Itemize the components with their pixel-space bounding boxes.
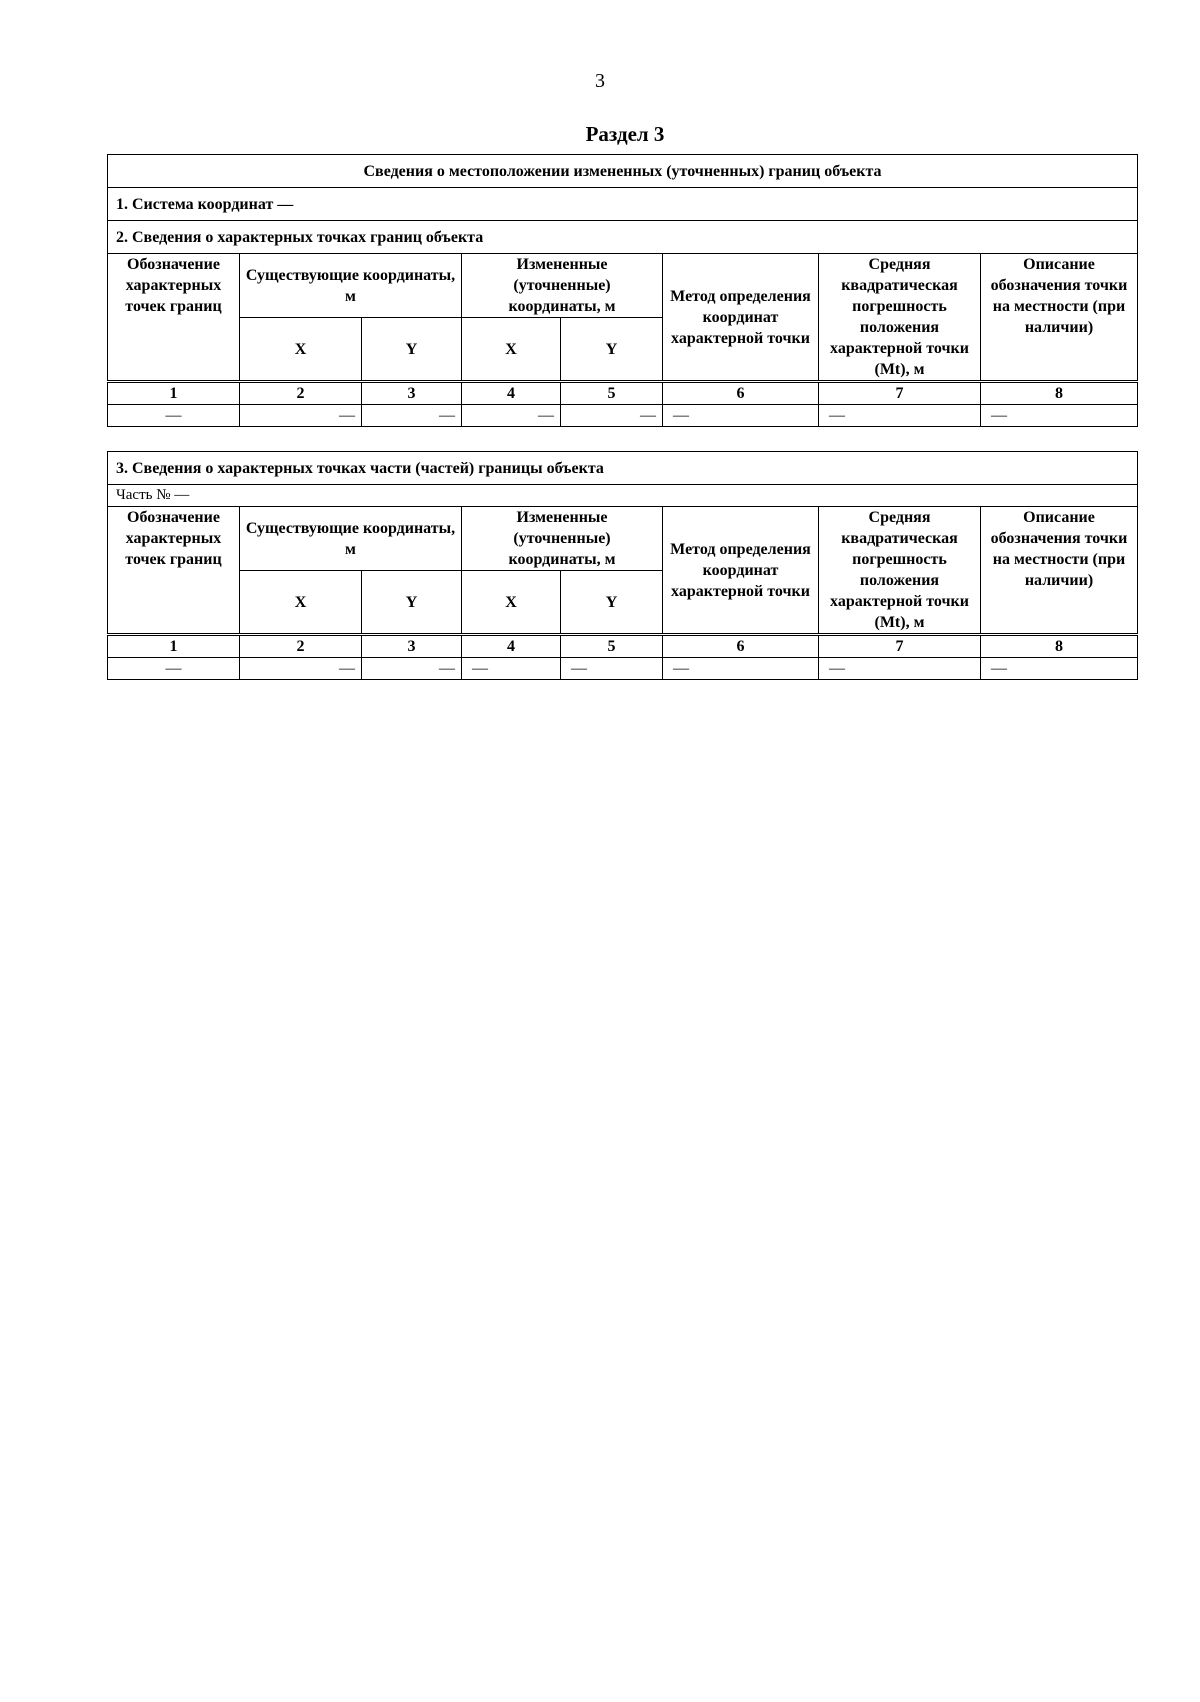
column-number: 6 bbox=[663, 635, 819, 658]
column-number: 2 bbox=[240, 635, 362, 658]
table-cell: — bbox=[108, 658, 240, 680]
section-title: Раздел 3 bbox=[585, 122, 665, 146]
column-number: 5 bbox=[561, 382, 663, 405]
column-number: 2 bbox=[240, 382, 362, 405]
header-designation: Обозначение характерных точек границ bbox=[108, 254, 240, 382]
column-number-row bbox=[108, 635, 1138, 658]
table-cell: — bbox=[663, 658, 819, 680]
table-row bbox=[108, 405, 1138, 427]
header-method: Метод определения координат характерной точки bbox=[663, 254, 819, 382]
subsection-title: 3. Сведения о характерных точках части (частей) границы объекта bbox=[108, 452, 1138, 485]
column-number-row bbox=[108, 382, 1138, 405]
part-boundary-points-table bbox=[107, 451, 1138, 680]
header-changed-coords: Измененные (уточненные) координаты, м bbox=[462, 254, 663, 318]
table-cell: — bbox=[561, 658, 663, 680]
table-cell: — bbox=[362, 405, 462, 427]
page-number: 3 bbox=[595, 70, 605, 92]
table-cell: — bbox=[981, 658, 1138, 680]
column-number: 8 bbox=[981, 635, 1138, 658]
column-number: 7 bbox=[819, 382, 981, 405]
column-number: 4 bbox=[462, 382, 561, 405]
table-cell: — bbox=[981, 405, 1138, 427]
column-number: 3 bbox=[362, 635, 462, 658]
column-number: 3 bbox=[362, 382, 462, 405]
table-cell: — bbox=[561, 405, 663, 427]
header-designation: Обозначение характерных точек границ bbox=[108, 507, 240, 635]
header-changed-x: X bbox=[462, 571, 561, 635]
column-number: 8 bbox=[981, 382, 1138, 405]
table-cell: — bbox=[240, 658, 362, 680]
header-description: Описание обозначения точки на местности (при наличии) bbox=[981, 254, 1138, 382]
column-number: 4 bbox=[462, 635, 561, 658]
column-number: 5 bbox=[561, 635, 663, 658]
header-changed-x: X bbox=[462, 318, 561, 382]
header-existing-x: X bbox=[240, 318, 362, 382]
subsection-title: 2. Сведения о характерных точках границ объекта bbox=[108, 221, 1138, 254]
part-number-line: Часть № — bbox=[108, 485, 1138, 507]
column-number: 7 bbox=[819, 635, 981, 658]
header-existing-coords: Существующие координаты, м bbox=[240, 507, 462, 571]
header-existing-y: Y bbox=[362, 571, 462, 635]
header-changed-y: Y bbox=[561, 571, 663, 635]
header-changed-y: Y bbox=[561, 318, 663, 382]
boundary-points-table-block bbox=[107, 154, 1137, 427]
part-boundary-points-table-block bbox=[107, 451, 1137, 680]
table-cell: — bbox=[108, 405, 240, 427]
coordinate-system-line: 1. Система координат — bbox=[108, 188, 1138, 221]
header-method: Метод определения координат характерной точки bbox=[663, 507, 819, 635]
header-error: Средняя квадратическая погрешность положения характерной точки (Mt), м bbox=[819, 507, 981, 635]
boundary-points-table bbox=[107, 154, 1138, 427]
header-existing-x: X bbox=[240, 571, 362, 635]
table-caption: Сведения о местоположении измененных (уточненных) границ объекта bbox=[108, 155, 1138, 188]
header-changed-coords: Измененные (уточненные) координаты, м bbox=[462, 507, 663, 571]
header-existing-y: Y bbox=[362, 318, 462, 382]
header-error: Средняя квадратическая погрешность положения характерной точки (Mt), м bbox=[819, 254, 981, 382]
table-cell: — bbox=[663, 405, 819, 427]
header-description: Описание обозначения точки на местности (при наличии) bbox=[981, 507, 1138, 635]
table-cell: — bbox=[462, 405, 561, 427]
column-number: 1 bbox=[108, 382, 240, 405]
table-cell: — bbox=[819, 658, 981, 680]
table-cell: — bbox=[240, 405, 362, 427]
table-cell: — bbox=[362, 658, 462, 680]
header-existing-coords: Существующие координаты, м bbox=[240, 254, 462, 318]
table-row bbox=[108, 658, 1138, 680]
table-cell: — bbox=[819, 405, 981, 427]
column-number: 6 bbox=[663, 382, 819, 405]
table-cell: — bbox=[462, 658, 561, 680]
column-number: 1 bbox=[108, 635, 240, 658]
